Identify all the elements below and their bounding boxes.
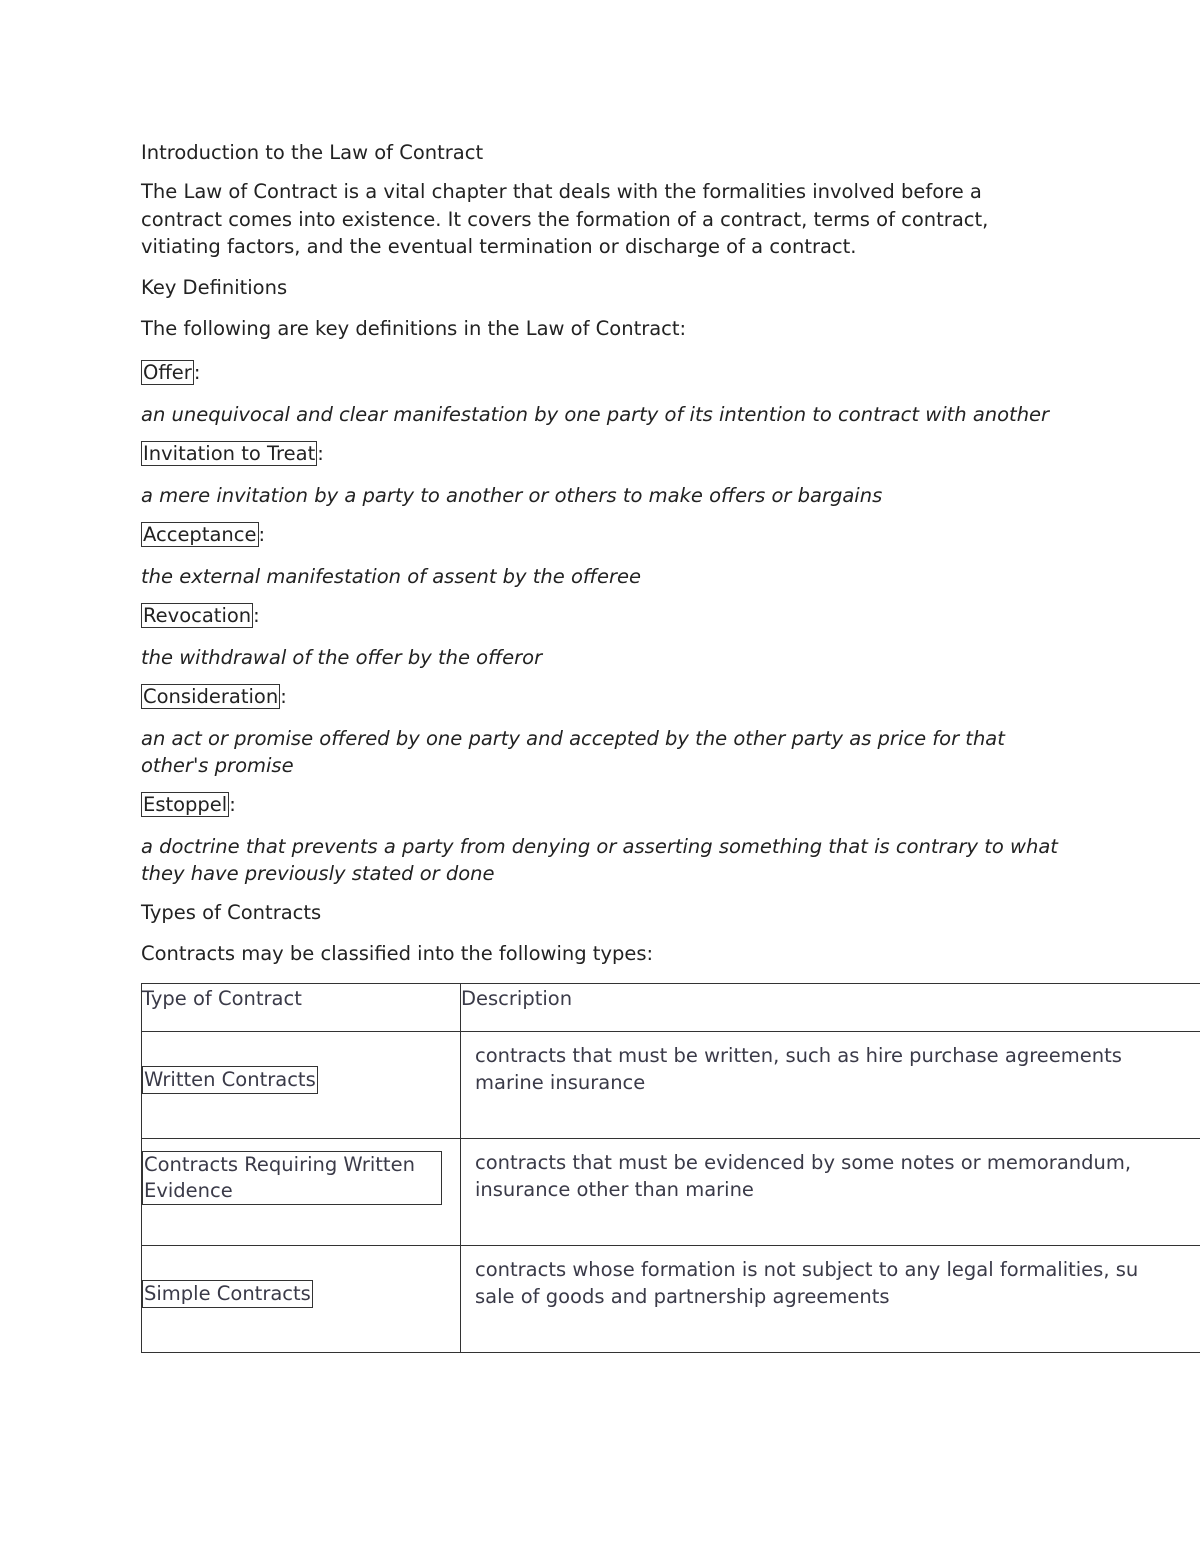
- definition-term-line: Revocation :: [143, 603, 260, 627]
- table-row: [142, 1031, 1200, 1138]
- contract-type-cell: [142, 1138, 461, 1245]
- description-line: sale of goods and partnership agreements: [475, 1284, 890, 1308]
- contract-description-cell: [461, 1245, 1200, 1352]
- definition-term-line: Estoppel :: [143, 792, 236, 816]
- table-row: [142, 1245, 1200, 1352]
- description-line: contracts that must be evidenced by some notes or memorandum,: [475, 1150, 1132, 1174]
- contract-description-cell: [461, 1138, 1200, 1245]
- description-line: insurance other than marine: [475, 1177, 754, 1201]
- key-definitions-intro: The following are key definitions in the Law of Contract:: [141, 316, 687, 340]
- contract-type-term: Simple Contracts: [142, 1280, 313, 1308]
- intro-paragraph: The Law of Contract is a vital chapter that deals with the formalities involved before a contract comes into existence. It covers the formation of a contract, terms of contract, vitiating factors, and the eventual termination or discharge of a contract.: [141, 180, 989, 258]
- definition-text: the external manifestation of assent by the offeree: [141, 564, 642, 588]
- contract-type-term: Written Contracts: [142, 1066, 318, 1094]
- definition-text: the withdrawal of the offer by the offeror: [141, 645, 543, 669]
- table-row: [142, 1138, 1200, 1245]
- definition-term: Revocation: [143, 603, 252, 627]
- definition-term: Invitation to Treat: [143, 441, 316, 465]
- document-title: Introduction to the Law of Contract: [141, 141, 484, 164]
- definition-term: Acceptance: [143, 522, 257, 546]
- definition-text: an act or promise offered by one party and accepted by the other party as price for that other's promise: [141, 726, 1005, 777]
- definition-term-line: Offer :: [143, 360, 201, 384]
- description-line: marine insurance: [475, 1070, 646, 1094]
- types-heading: Types of Contracts: [141, 900, 322, 924]
- table-header-type: Type of Contract: [142, 983, 461, 1031]
- contract-type-term: Contracts Requiring Written Evidence: [142, 1151, 442, 1205]
- definition-text: a doctrine that prevents a party from denying or asserting something that is contrary to what they have previously stated or done: [141, 834, 1058, 885]
- definition-term: Consideration: [143, 684, 279, 708]
- contract-type-cell: [142, 1031, 461, 1138]
- contract-type-cell: [142, 1245, 461, 1352]
- definition-term-line: Invitation to Treat :: [143, 441, 324, 465]
- key-definitions-heading: Key Definitions: [141, 275, 288, 299]
- definition-term-line: Acceptance :: [143, 522, 266, 546]
- contract-types-table: [141, 983, 1200, 1353]
- contract-description-cell: [461, 1031, 1200, 1138]
- table-header-row: [142, 983, 1200, 1031]
- definition-text: a mere invitation by a party to another or others to make offers or bargains: [141, 483, 883, 507]
- description-line: contracts whose formation is not subject to any legal formalities, su: [475, 1257, 1139, 1281]
- definition-term: Offer: [143, 360, 192, 384]
- document-page: [141, 138, 1200, 1353]
- definition-text: an unequivocal and clear manifestation by one party of its intention to contract with another: [141, 402, 1050, 426]
- definition-term-line: Consideration :: [143, 684, 287, 708]
- table-header-description: Description: [461, 983, 1200, 1031]
- types-intro: Contracts may be classified into the following types:: [141, 941, 654, 965]
- description-line: contracts that must be written, such as hire purchase agreements: [475, 1043, 1122, 1067]
- definition-term: Estoppel: [143, 792, 228, 816]
